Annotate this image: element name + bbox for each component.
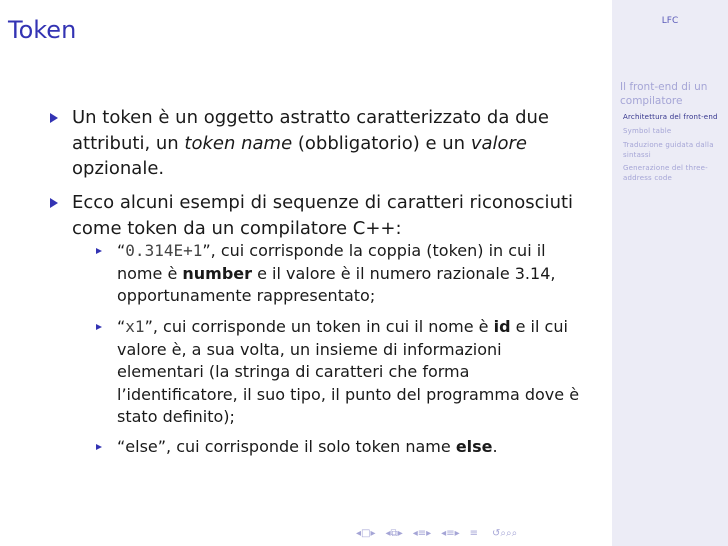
beamer-navigation-bar: [346, 526, 611, 540]
sidebar-section-title[interactable]: Il front-end di un compilatore: [620, 81, 708, 107]
strong-id: id: [493, 317, 511, 336]
emphasis-valore: valore: [470, 132, 527, 154]
sub-bullet-triangle-icon: [96, 248, 102, 254]
sidebar-item-traduzione[interactable]: Traduzione guidata dalla sintassi: [623, 141, 714, 159]
bullet-triangle-icon: [50, 113, 58, 123]
sub-item-number: “0.314E+1”, cui corrisponde la coppia (token) in cui il nome è number e il valore è il numero razionale 3.14, opportunamente rappresentato;: [117, 241, 556, 305]
nav-prev-doc-icon[interactable]: ◂: [441, 527, 447, 539]
slide-title: Token: [8, 16, 77, 44]
emphasis-token-name: token name: [184, 132, 293, 154]
strong-number: number: [182, 263, 253, 283]
nav-prev-subsection-icon[interactable]: ◂: [385, 527, 391, 539]
bullet-item-examples: Ecco alcuni esempi di sequenze di caratteri riconosciuti come token da un compilatore C++:: [72, 192, 574, 239]
nav-doc-icon[interactable]: ≡: [446, 527, 455, 539]
bullet-item-token-definition: Un token è un oggetto astratto caratterizzato da due attributi, un token name (obbligatorio) e un valore opzionale.: [72, 107, 549, 179]
code-number-literal: 0.314E+1: [125, 241, 203, 260]
nav-prev-section-icon[interactable]: ◂: [412, 527, 418, 539]
nav-search-icon[interactable]: ⌕: [500, 527, 507, 539]
sub-item-else: “else”, cui corrisponde il solo token name else.: [117, 437, 498, 456]
nav-frame-icon[interactable]: □: [361, 527, 371, 539]
nav-section-icon[interactable]: ≡: [417, 527, 427, 539]
nav-back-icon[interactable]: ↺: [492, 527, 501, 539]
sidebar-item-architettura[interactable]: Architettura del front-end: [623, 113, 718, 121]
code-identifier-literal: x1: [125, 317, 145, 336]
nav-subsection-icon[interactable]: ⧉: [390, 527, 398, 539]
nav-next-subsection-icon[interactable]: ▸: [397, 527, 403, 539]
sidebar-header[interactable]: LFC: [661, 16, 679, 26]
sub-bullet-triangle-icon: [96, 444, 102, 450]
nav-prev-frame-icon[interactable]: ◂: [356, 527, 362, 539]
sub-item-identifier: “x1”, cui corrisponde un token in cui il nome è id e il cui valore è, a sua volta, un insieme di informazioni elementari (la stringa di caratteri che forma l’identificatore, il suo tipo, il punto del programma dove è stato definito);: [117, 317, 580, 426]
sidebar-item-symbol-table[interactable]: Symbol table: [623, 127, 672, 135]
nav-next-doc-icon[interactable]: ▸: [454, 527, 460, 539]
sub-bullet-triangle-icon: [96, 324, 102, 330]
strong-else: else: [455, 437, 493, 456]
nav-toc-icon[interactable]: ≡: [469, 527, 479, 539]
sidebar: [612, 0, 728, 546]
nav-next-section-icon[interactable]: ▸: [426, 527, 432, 539]
bullet-triangle-icon: [50, 198, 58, 208]
sidebar-item-generazione[interactable]: Generazione del three-address code: [623, 164, 708, 182]
nav-zoom-icon[interactable]: ⌕⌕: [506, 527, 518, 539]
nav-next-frame-icon[interactable]: ▸: [370, 527, 376, 539]
